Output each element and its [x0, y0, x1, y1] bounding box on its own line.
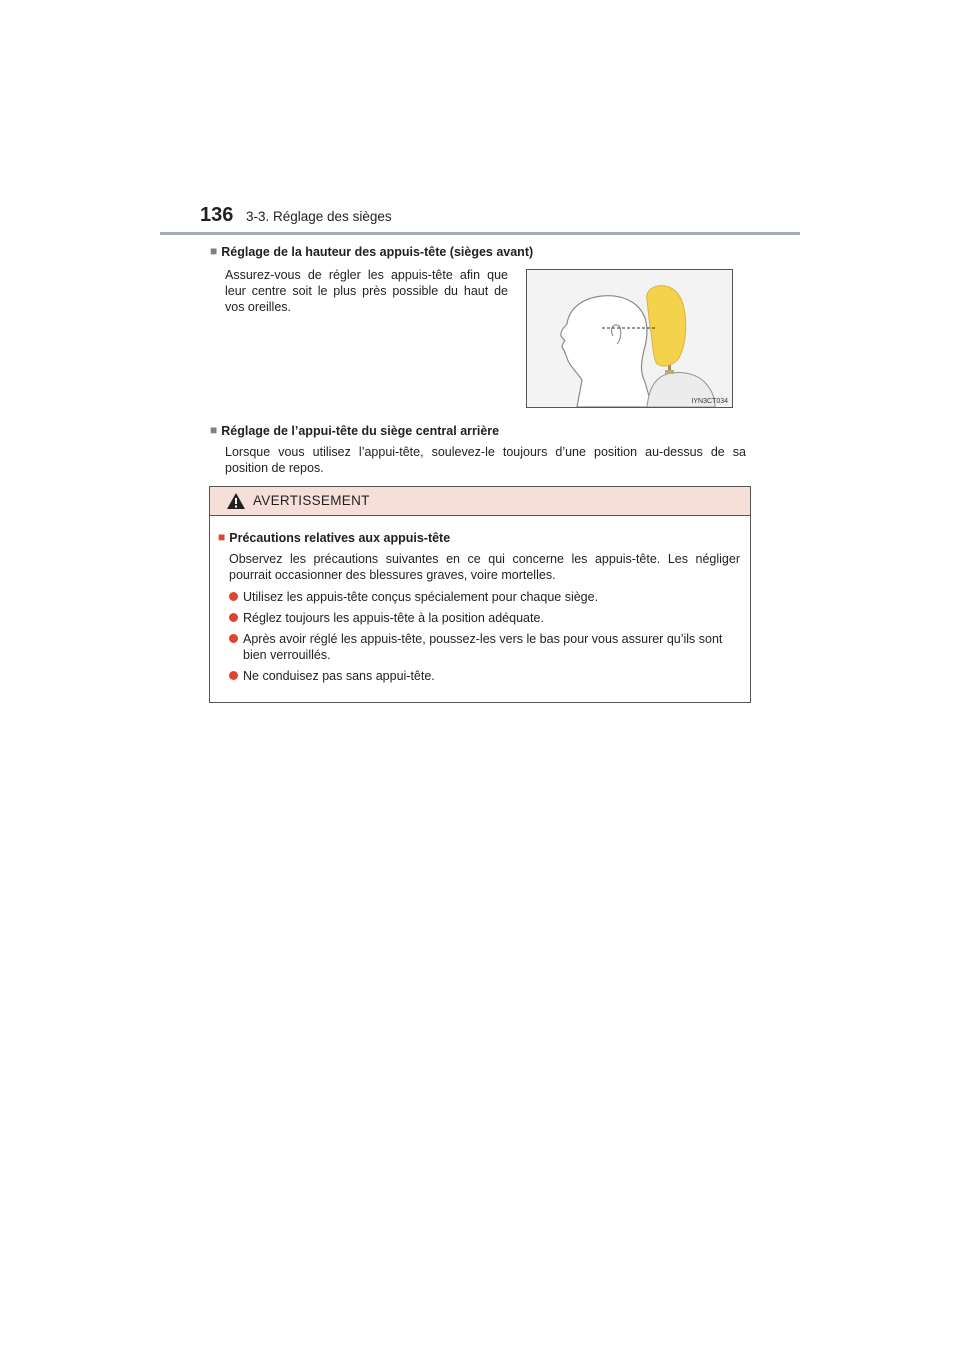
warning-box	[209, 486, 751, 703]
list-item: Après avoir réglé les appuis-tête, poussez-les vers le bas pour vous assurer qu’ils sont bien verrouillés.	[229, 631, 744, 663]
list-item: Ne conduisez pas sans appui-tête.	[229, 668, 744, 684]
headrest-illustration	[526, 269, 733, 408]
bullet-dot-icon	[229, 671, 238, 680]
figure-code: IYN3CT034	[691, 398, 728, 405]
front-headrest-text: Assurez-vous de régler les appuis-tête afin que leur centre soit le plus près possible du haut de vos oreilles.	[225, 268, 508, 314]
header-rule	[160, 232, 800, 235]
list-item: Réglez toujours les appuis-tête à la position adéquate.	[229, 610, 744, 626]
list-item: Utilisez les appuis-tête conçus spécialement pour chaque siège.	[229, 589, 744, 605]
warning-subheading: ■ Précautions relatives aux appuis-tête	[218, 530, 451, 545]
bullet-dot-icon	[229, 613, 238, 622]
page-header	[200, 204, 800, 232]
warning-text: Observez les précautions suivantes en ce qui concerne les appuis-tête. Les négliger pourrait occasionner des blessures graves, voire mortelles.	[229, 552, 740, 582]
square-bullet-icon: ■	[218, 530, 226, 544]
section-heading-front-headrest: ■ Réglage de la hauteur des appuis-tête (sièges avant)	[210, 244, 534, 259]
square-bullet-icon: ■	[210, 244, 218, 258]
rear-headrest-text: Lorsque vous utilisez l’appui-tête, soulevez-le toujours d’une position au-dessus de sa position de repos.	[225, 445, 746, 475]
warning-bullet-list	[229, 589, 744, 689]
head-and-headrest-drawing	[527, 270, 732, 407]
square-bullet-icon: ■	[210, 423, 218, 437]
bullet-dot-icon	[229, 592, 238, 601]
bullet-dot-icon	[229, 634, 238, 643]
section-heading-rear-center-headrest: ■ Réglage de l’appui-tête du siège central arrière	[210, 423, 500, 438]
warning-header	[210, 487, 750, 516]
warning-triangle-icon	[227, 493, 245, 509]
chapter-title: 3-3. Réglage des sièges	[246, 209, 392, 224]
page-number: 136	[200, 204, 234, 226]
warning-title: AVERTISSEMENT	[253, 493, 370, 508]
